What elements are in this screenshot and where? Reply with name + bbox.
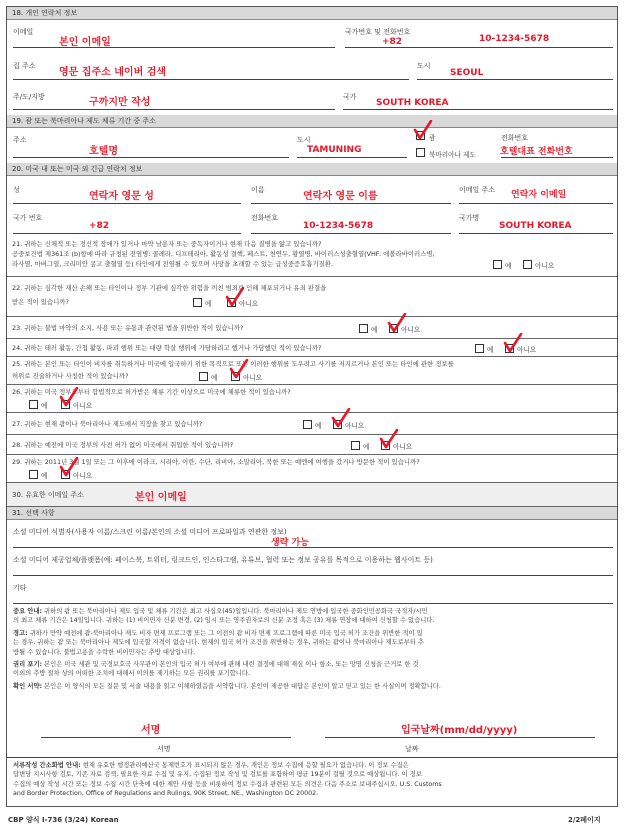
q27-text: 27. 귀하는 현재 괌이나 북마리아나 제도에서 직장을 찾고 있습니까?: [12, 420, 203, 428]
q22-checkmark-icon: [225, 287, 245, 307]
other-label: 기타: [13, 584, 27, 592]
q28-no-label: 아니요: [393, 443, 413, 451]
q25-line2: 허위로 진술하거나 사칭한 적이 있습니까?: [12, 372, 129, 380]
form-id: CBP 양식 I-736 (3/24) Korean: [8, 816, 119, 824]
cbp-form-page: [6, 6, 618, 807]
email-label: 이메일: [13, 28, 34, 36]
paperwork-line3: 수집의 예상 작성 시간 또는 정보 수집 시간 단축에 대한 제안 사항 등을 비롯하여 정보 수집과 관련된 모든 의견은 다음 주소로 보내주십시오. U.S. Customs: [13, 780, 442, 788]
warning-notice: [13, 629, 611, 657]
stay-city-line: [297, 157, 407, 158]
social-id-line: [13, 547, 613, 548]
q28-text: 28. 귀하는 예전에 미국 정부의 사전 허가 없이 미국에서 취업한 적이 있습니까?: [12, 441, 234, 449]
q22-line2: 받은 적이 있습니까?: [12, 298, 69, 306]
waiver-notice: [13, 660, 611, 679]
q23-text: 23. 귀하는 불법 마약의 소지, 사용 또는 유통과 관련된 법을 위반한 적이 있습니까?: [12, 324, 244, 332]
country-value[interactable]: SOUTH KOREA: [376, 98, 449, 108]
q28-yes-label: 예: [363, 443, 370, 451]
warning-line1: 귀하가 만약 예전에 괌-북마리아나 제도 비자 면제 프로그램 또는 그 이전의 괌 비자 면제 프로그램에 따른 미국 입국 허가 조건을 위반한 적이 있: [27, 630, 423, 637]
signature-divider: [7, 757, 617, 758]
guam-label: 괌: [429, 134, 436, 142]
q24-text: 24. 귀하는 테러 활동, 간첩 활동, 파괴 행위 또는 대량 학살 행위에 가담하려고 했거나 가담했던 적이 있습니까?: [12, 344, 322, 352]
cnmi-label: 북마리아나 제도: [429, 151, 476, 159]
section-19-header: 19. 괌 또는 북마리아나 제도 체류 기간 중 주소: [7, 115, 617, 128]
warning-line3: 방될 수 있습니다. 불법고용을 수락한 비이민자는 추방 대상입니다.: [13, 648, 196, 656]
q27-checkmark-icon: [331, 408, 351, 428]
q27-yes-label: 예: [315, 422, 322, 430]
important-line2: 의 최고 체류 기간은 14일입니다. 귀하는 (1) 비이민자 신분 변경, (2) 임시 또는 영주권자로의 신분 조정 혹은 (3) 체류 연장에 대하여 신청할 수 없습니다.: [13, 617, 435, 625]
waiver-line1: 본인은 미국 세관 및 국경보호국 사무관이 본인의 입국 허가 여부에 관해 내린 결정에 대해 재심 이나 항소, 또는 망명 신청을 근거로 한 것: [42, 661, 419, 668]
q26-checkmark-icon: [59, 387, 79, 407]
city-line: [417, 79, 613, 80]
contact-surname-label: 성: [13, 186, 20, 194]
question-29-row: [7, 455, 617, 483]
q21-no-checkbox[interactable]: [523, 260, 532, 269]
contact-phone-label: 전화번호: [251, 214, 279, 222]
q29-yes-label: 예: [41, 472, 48, 480]
contact-given-label: 이름: [251, 186, 265, 194]
contact-country-label: 국가명: [459, 214, 480, 222]
q24-yes-checkbox[interactable]: [475, 344, 484, 353]
city-label: 도시: [417, 62, 431, 70]
q25-yes-label: 예: [211, 374, 218, 382]
q22-line1: 22. 귀하는 심각한 재산 손해 또는 타인이나 정부 기관에 심각한 위험을 끼친 범죄로 인해 체포되거나 유죄 판결을: [12, 284, 327, 292]
signature-line: [41, 737, 291, 738]
contact-email-line: [459, 203, 613, 204]
social-provider-label: 소셜 미디어 제공업체/플랫폼(예: 페이스북, 트위터, 링크드인, 인스타그램, 유튜브, 협력 또는 정보 공유를 목적으로 이용하는 웹사이트 등): [13, 556, 433, 564]
date-line: [325, 737, 595, 738]
question-21-row: [7, 237, 617, 277]
email-line: [13, 47, 335, 48]
q23-checkmark-icon: [387, 313, 407, 333]
paperwork-line2: 답변당 지시사항 검토, 기존 자료 검색, 필요한 자료 수집 및 유지, 수집된 정보 작성 및 검토를 포함하여 평균 19분이 걸릴 것으로 예상됩니다. 이 정보: [13, 771, 422, 779]
q22-no-label: 아니요: [239, 300, 259, 308]
country-label: 국가: [343, 93, 357, 101]
entry-date-value[interactable]: 입국날짜(mm/dd/yyyy): [401, 725, 518, 736]
q25-checkmark-icon: [229, 359, 249, 379]
q29-yes-checkbox[interactable]: [29, 470, 38, 479]
q26-yes-checkbox[interactable]: [29, 400, 38, 409]
q26-no-label: 아니요: [73, 402, 93, 410]
guam-checkmark-icon: [413, 120, 436, 142]
stay-address-line: [13, 157, 289, 158]
question-23-row: [7, 317, 617, 339]
section-18-header: 18. 개인 연락처 정보: [7, 7, 617, 20]
q21-line3: 라사열, 마버그열, 크리미안 콩고 출혈열 등) 타인에게 전염될 수 있으며 사망을 초래할 수 있는 급성중증호흡기질환.: [12, 260, 333, 268]
waiver-title: 권리 포기:: [13, 661, 43, 668]
question-25-row: [7, 357, 617, 385]
question-26-row: [7, 385, 617, 413]
q23-yes-label: 예: [371, 326, 378, 334]
contact-code-value[interactable]: +82: [89, 221, 110, 231]
address-value[interactable]: 영문 집주소 네이버 검색: [59, 67, 167, 78]
important-title: 중요 안내:: [13, 608, 43, 615]
address-label: 집 주소: [13, 62, 36, 70]
stay-address-value[interactable]: 호텔명: [89, 146, 118, 157]
stay-phone-label: 전화번호: [501, 134, 529, 142]
important-notice: [13, 607, 611, 626]
q25-yes-checkbox[interactable]: [199, 372, 208, 381]
q24-yes-label: 예: [487, 346, 494, 354]
paperwork-notice: [13, 761, 611, 798]
q28-yes-checkbox[interactable]: [351, 441, 360, 450]
valid-email-value[interactable]: 본인 이메일: [135, 492, 187, 503]
contact-given-line: [251, 203, 451, 204]
certification-title: 확인 서약:: [13, 683, 43, 690]
contact-code-label: 국가 번호: [13, 214, 43, 222]
question-24-row: [7, 339, 617, 357]
q29-text: 29. 귀하는 2011년 3월 1일 또는 그 이후에 이라크, 시리아, 이란, 수단, 리비아, 소말리아, 북한 또는 예멘에 여행을 갔거나 방문한 적이 있습니까?: [12, 458, 420, 466]
stay-phone-value[interactable]: 호텔대표 전화번호: [500, 147, 573, 157]
city-value[interactable]: SEOUL: [450, 68, 484, 78]
signature-label: 서명: [157, 745, 171, 753]
date-label: 날짜: [405, 745, 419, 753]
question-28-row: [7, 435, 617, 455]
page-number: 2/2페이지: [568, 816, 601, 824]
q29-checkmark-icon: [59, 457, 79, 477]
cnmi-checkbox[interactable]: [416, 148, 425, 157]
q23-yes-checkbox[interactable]: [359, 324, 368, 333]
q21-no-label: 아니요: [535, 262, 555, 270]
contact-surname-value[interactable]: 연락자 영문 성: [89, 191, 154, 202]
q26-yes-label: 예: [41, 402, 48, 410]
phone-label: 국가번호 및 전화번호: [345, 28, 411, 36]
contact-email-label: 이메일 주소: [459, 186, 496, 194]
contact-phone-line: [251, 233, 451, 234]
stay-phone-line: [501, 157, 613, 158]
stay-city-label: 도시: [297, 136, 311, 144]
stay-city-value[interactable]: TAMUNING: [307, 145, 362, 155]
important-line1: 귀하의 괌 또는 북마리아나 제도 입국 및 체류 기간은 최고 사십오(45)일입니다. 북마리아나 제도 연방에 입국한 중화인민공화국 국적자/시민: [42, 608, 428, 615]
waiver-line2: 이외의 추방 절차 상의 어떠한 조치에 대해서 이의를 제기하는 모든 권리를 포기합니다.: [13, 670, 250, 678]
state-value[interactable]: 구까지만 작성: [89, 97, 151, 108]
contact-phone-value[interactable]: 10-1234-5678: [303, 221, 374, 231]
social-id-value[interactable]: 생략 가능: [271, 538, 309, 548]
section-20-header: 20. 미국 내 또는 미국 외 긴급 연락처 정보: [7, 163, 617, 176]
address-line: [13, 79, 409, 80]
q21-yes-checkbox[interactable]: [493, 260, 502, 269]
stay-address-label: 주소: [13, 136, 27, 144]
question-27-row: [7, 413, 617, 435]
q28-checkmark-icon: [379, 429, 399, 449]
certification-line1: 본인은 이 양식의 모든 질문 및 서술 내용을 읽고 이해하였음을 서약합니다. 본인이 제공한 대답은 본인이 알고 믿고 있는 한 사실이며 정확합니다.: [42, 683, 441, 690]
contact-country-value[interactable]: SOUTH KOREA: [499, 221, 572, 231]
section-31-header: 31. 선택 사항: [7, 507, 617, 520]
country-code-value[interactable]: +82: [382, 37, 403, 47]
q22-yes-checkbox[interactable]: [193, 298, 202, 307]
paperwork-title: 서류작성 간소화법 안내:: [13, 762, 81, 769]
q23-no-label: 아니요: [401, 326, 421, 334]
q29-no-label: 아니요: [73, 472, 93, 480]
q21-line1: 21. 귀하는 신체적 또는 정신적 장애가 있거나 마약 남용자 또는 중독자이거나 현재 다음 질병을 앓고 있습니까?: [12, 240, 322, 248]
certification-notice: [13, 682, 611, 691]
other-line: [13, 603, 613, 604]
social-id-label: 소셜 미디어 식별자(사용자 이름/스크린 이름/본인의 소셜 미디어 프로파일과 연관한 정보): [13, 528, 287, 536]
email-value[interactable]: 본인 이메일: [59, 37, 111, 48]
signature-value[interactable]: 서명: [141, 725, 161, 736]
paperwork-line4: and Border Protection, Office of Regulations and Rulings, 90K Street, NE., Washington DC 20002.: [13, 789, 319, 797]
contact-code-line: [13, 233, 241, 234]
section-30-row: [7, 483, 617, 507]
paperwork-line1: 현재 유효한 행정관리예산국 통제번호가 표시되지 않은 경우, 개인은 정보 수집에 응할 필요가 없습니다. 이 정보 수집은: [80, 762, 409, 769]
contact-given-value[interactable]: 연락자 영문 이름: [303, 191, 378, 202]
contact-email-value[interactable]: 연락자 이메일: [511, 190, 567, 200]
q27-yes-checkbox[interactable]: [303, 420, 312, 429]
q24-checkmark-icon: [503, 333, 523, 353]
warning-title: 경고:: [13, 630, 28, 637]
contact-surname-line: [13, 203, 241, 204]
q21-yes-label: 예: [505, 262, 512, 270]
warning-line2: 는 경우, 귀하는 괌 또는 북마리아나 제도에 입국할 자격이 없습니다. 현재의 입국 허가 조건을 위반하는 경우, 귀하는 괌이나 북마리아나 제도로부터 추: [13, 639, 425, 647]
phone-line: [345, 47, 613, 48]
social-provider-line: [13, 575, 613, 576]
q22-yes-label: 예: [205, 300, 212, 308]
state-label: 주/도/지방: [13, 93, 45, 101]
contact-country-line: [459, 233, 613, 234]
state-line: [13, 109, 335, 110]
q26-text: 26. 귀하는 미국 정부로부터 합법적으로 허가받은 체류 기간 이상으로 미국에 체류한 적이 있습니까?: [12, 388, 291, 396]
q27-no-label: 아니요: [345, 422, 365, 430]
q21-line2: 공중보건법 제361조 (b)항에 따라 규정된 전염병: 콜레라, 디프테리아, 활동성 결핵, 페스트, 천연두, 황열병, 바이러스성출혈열(VHF: 에볼라바이러스병,: [12, 250, 435, 258]
phone-value[interactable]: 10-1234-5678: [479, 34, 550, 44]
q25-no-label: 아니요: [243, 374, 263, 382]
question-22-row: [7, 277, 617, 317]
q25-line1: 25. 귀하는 본인 또는 타인이 비자를 취득하거나 미국에 입국하기 위한 목적으로 또는 이러한 행위를 도우려고 사기를 저지르거나 본인 또는 타인에 관한 정보를: [12, 360, 454, 368]
section-30-label: 30. 유효한 이메일 주소: [12, 491, 84, 499]
q24-no-label: 아니요: [517, 346, 537, 354]
country-line: [343, 109, 613, 110]
